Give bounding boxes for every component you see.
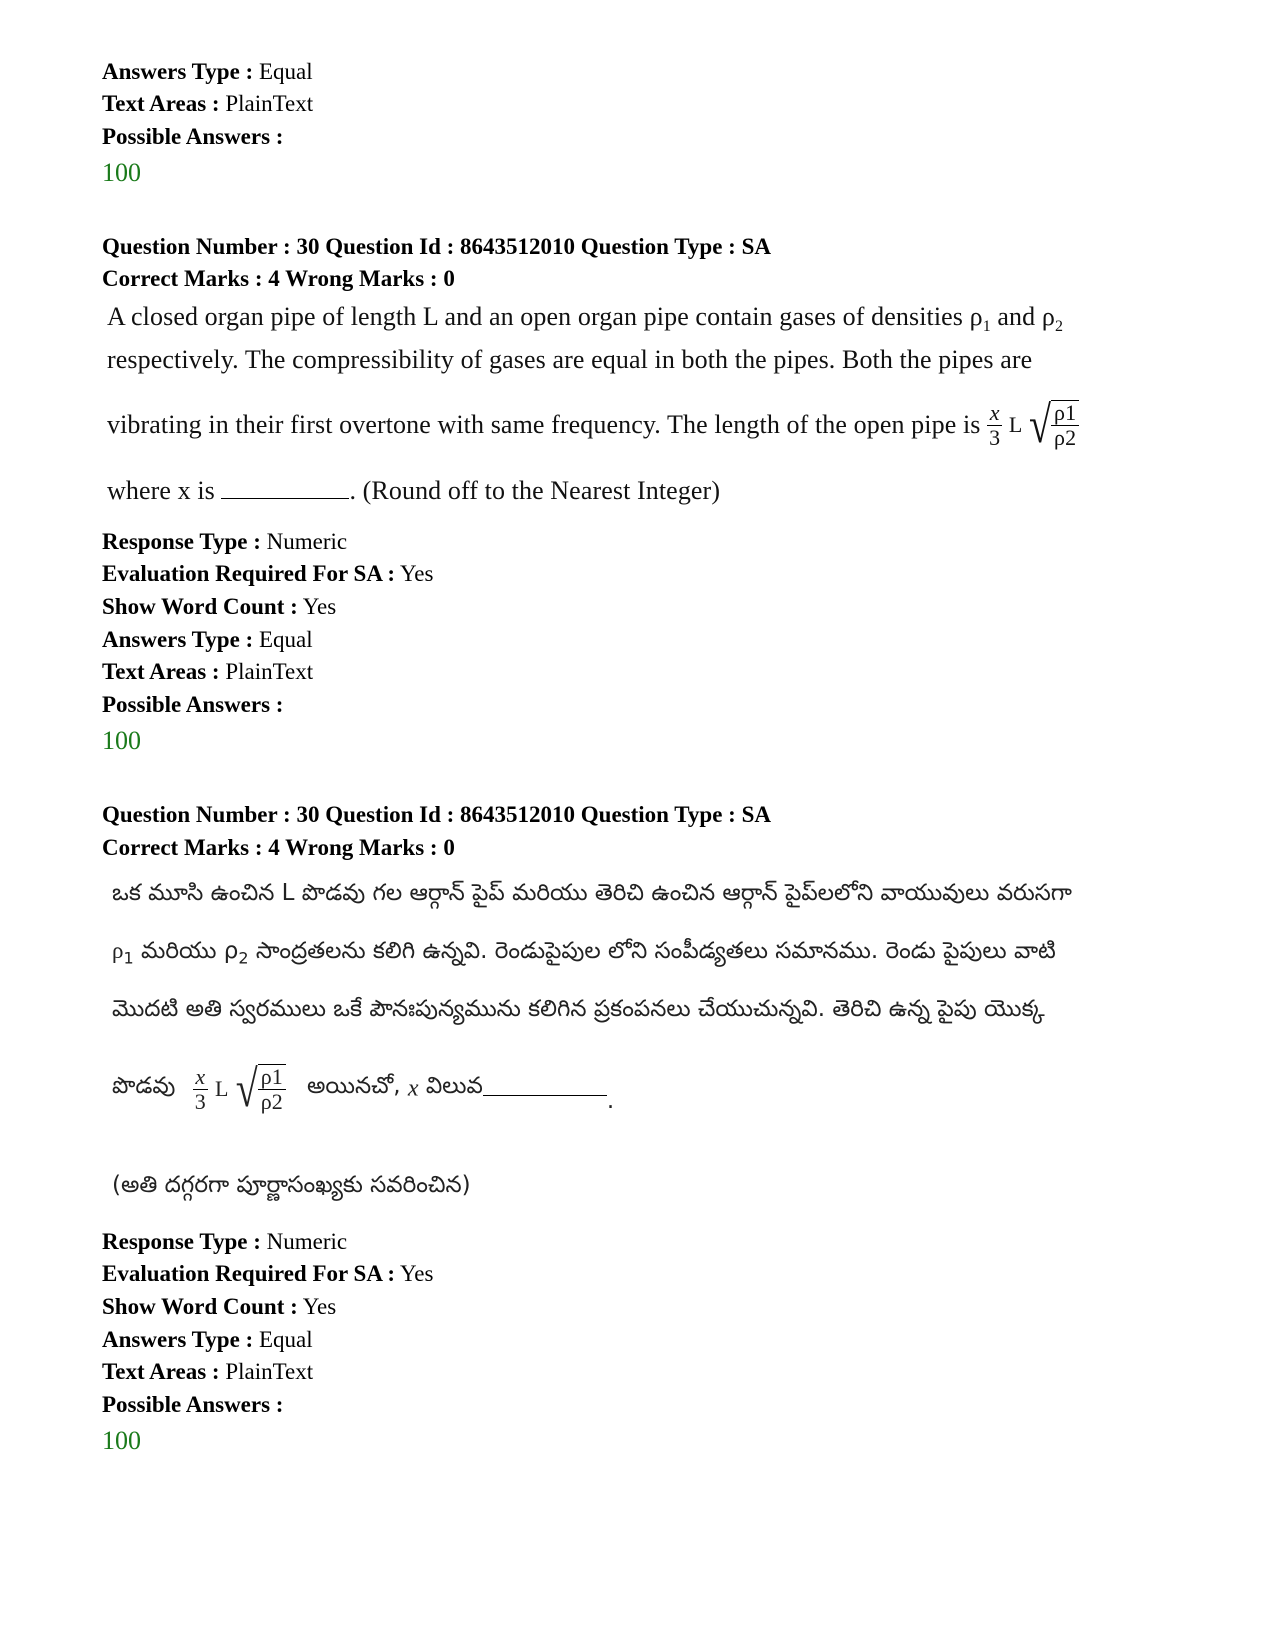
question-text-line-3: vibrating in their first overtone with same frequency. The length of the open pipe is $\frac{x}{3}$ L √ $\frac{\rho 1}{\rho 2}$ [107,400,1079,450]
answers-type-row: Answers Type : Equal [102,627,313,652]
response-type-row: Response Type : Numeric [102,529,348,554]
possible-answers-row [102,122,283,152]
word-count-row: Show Word Count : Yes [102,594,337,619]
question-header: Question Number : 30 Question Id : 8643512010 Question Type : SA [102,234,771,259]
evaluation-row: Evaluation Required For SA : Yes [102,561,434,586]
fraction-x-over-3: $\frac{x}{3}$ [194,1063,206,1114]
response-type-row: Response Type : Numeric [102,1229,348,1254]
text-areas-row: Text Areas : PlainText [102,1359,314,1384]
answers-type-row [102,57,313,87]
answers-type-label: Answers Type : [102,59,254,84]
sqrt-rho-ratio: √ $\frac{\rho 1}{\rho 2}$ [1029,400,1079,450]
telugu-question-line-5: (అతి దగ్గరగా పూర్ణాసంఖ్యకు సవరించిన) [112,1172,471,1198]
marks-header: Correct Marks : 4 Wrong Marks : 0 [102,835,455,860]
telugu-question-line-2: $\rho_1$ మరియు $\rho_2$ సాంద్రతలను కలిగి ఉన్నవి. రెండుపైపుల లోని సంపీడ్యతలు సమానము. రెండు పైపులు వాటి [112,938,1056,968]
text-areas-row: Text Areas : PlainText [102,659,314,684]
answers-type-value: Equal [258,59,313,84]
question-text-line-4: where x is . (Round off to the Nearest Integer) [107,476,721,505]
telugu-question-line-1: ఒక మూసి ఉంచిన L పొడవు గల ఆర్గాన్ పైప్ మరియు తెరిచి ఉంచిన ఆర్గాన్ పైప్‌లలోని వాయువులు వరుసగా [112,880,1072,906]
text-areas-row [102,89,313,119]
word-count-row: Show Word Count : Yes [102,1294,337,1319]
possible-answer-value: 100 [102,726,141,755]
sqrt-rho-ratio: √ $\frac{\rho 1}{\rho 2}$ [236,1064,286,1114]
question-text-line-2: respectively. The compressibility of gases are equal in both the pipes. Both the pipes are [107,345,1033,374]
possible-answers-label: Possible Answers : [102,124,284,149]
answer-blank [221,480,349,499]
marks-header: Correct Marks : 4 Wrong Marks : 0 [102,266,455,291]
telugu-question-line-3: మొదటి అతి స్వరములు ఒకే పౌనఃపున్యమును కలిగిన ప్రకంపనలు చేయుచున్నవి. తెరిచి ఉన్న పైపు యొక్క [112,996,1045,1022]
text-areas-label: Text Areas : [102,91,220,116]
possible-answer-value: 100 [102,1426,141,1455]
evaluation-row: Evaluation Required For SA : Yes [102,1261,434,1286]
telugu-question-line-4: పొడవు $\frac{x}{3}$ L √ $\frac{\rho 1}{\rho 2}$ అయినచో, x విలువ. [112,1059,615,1118]
possible-answer-value: 100 [102,158,141,187]
answers-type-row: Answers Type : Equal [102,1327,313,1352]
answer-blank [483,1077,607,1096]
possible-answers-row: Possible Answers : [102,1392,284,1417]
question-header: Question Number : 30 Question Id : 8643512010 Question Type : SA [102,802,771,827]
question-text-line-1: A closed organ pipe of length L and an open organ pipe contain gases of densities $\rho_1$ and $\rho_2$ [107,302,1064,336]
possible-answers-row: Possible Answers : [102,692,284,717]
text-areas-value: PlainText [225,91,314,116]
fraction-x-over-3: $\frac{x}{3}$ [989,399,1001,450]
